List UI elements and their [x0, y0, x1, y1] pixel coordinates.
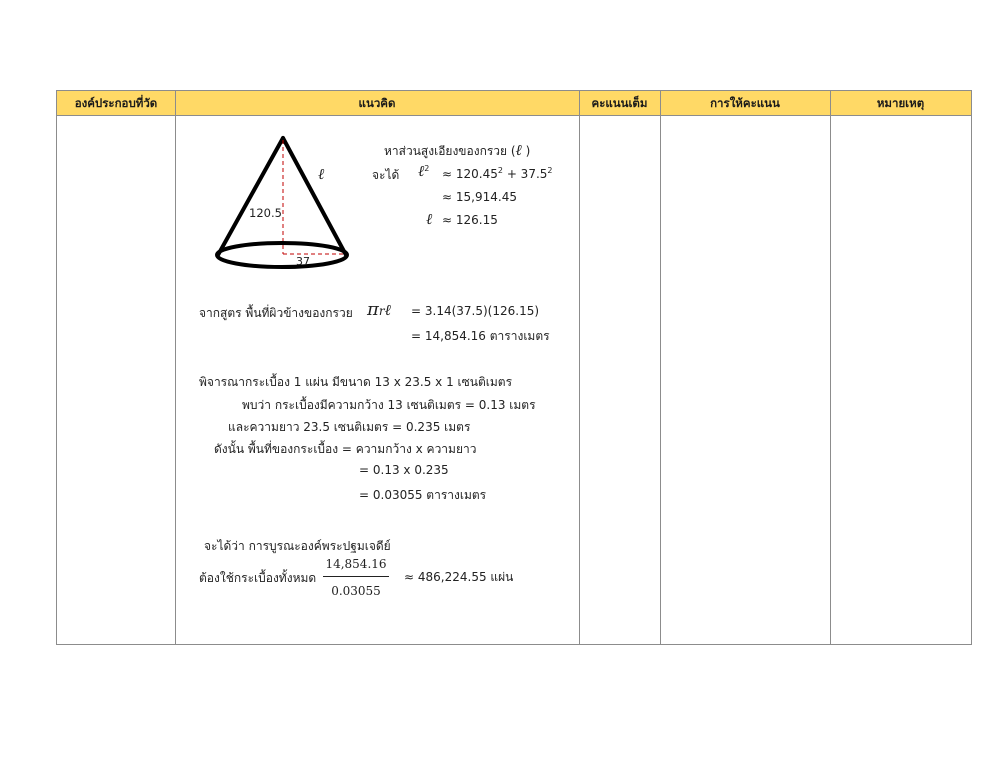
header-remarks: หมายเหตุ: [876, 96, 925, 110]
area-label: จากสูตร พื้นที่ผิวข้างของกรวย: [199, 306, 353, 320]
tile-line1: พิจารณากระเบื้อง 1 แผ่น มีขนาด 13 x 23.5 x 1 เซนติเมตร: [199, 375, 513, 389]
cone-left-edge: [218, 138, 283, 255]
column-divider: [175, 91, 176, 644]
height-label: 120.5: [249, 206, 282, 220]
header-component: องค์ประกอบที่วัด: [74, 96, 158, 110]
tile-line2: พบว่า กระเบื้องมีความกว้าง 13 เซนติเมตร = 0.13 เมตร: [242, 398, 536, 412]
column-divider: [579, 91, 580, 644]
tile-line5: = 0.13 x 0.235: [359, 463, 449, 477]
final-result: ≈ 486,224.55 แผ่น: [404, 570, 514, 584]
header-full-score: คะแนนเต็ม: [591, 96, 648, 110]
fraction-numerator: 14,854.16: [325, 557, 387, 571]
tile-line3: และความยาว 23.5 เซนติเมตร = 0.235 เมตร: [228, 420, 471, 434]
cone-right-edge: [283, 138, 346, 255]
cone-base: [217, 243, 347, 267]
header-concept: แนวคิด: [358, 96, 396, 110]
column-divider: [660, 91, 661, 644]
slant-label: ℓ: [318, 165, 325, 183]
area-line1: = 3.14(37.5)(126.15): [411, 304, 540, 318]
area-line2: = 14,854.16 ตารางเมตร: [411, 329, 550, 343]
slant-squared: ℓ$^2$: [418, 162, 430, 180]
slant-eq-line3: ≈ 126.15: [442, 213, 498, 227]
header-scoring: การให้คะแนน: [710, 96, 780, 110]
got-label: จะได้: [372, 168, 400, 182]
radius-label: 37: [296, 255, 310, 268]
column-divider: [830, 91, 831, 644]
slant-eq-line1: ≈ $120.45^2 + 37.5^2$: [442, 166, 553, 181]
cone-diagram: [205, 128, 365, 278]
fraction-denominator: 0.03055: [331, 584, 381, 598]
slant-symbol: ℓ: [426, 210, 433, 228]
area-formula: πrℓ: [367, 299, 391, 320]
slant-heading: หาส่วนสูงเอียงของกรวย (ℓ ): [384, 141, 531, 159]
tile-line6: = 0.03055 ตารางเมตร: [359, 488, 487, 502]
slant-eq-line2: ≈ 15,914.45: [442, 190, 517, 204]
fraction-bar: [323, 576, 389, 577]
conclusion-line1: จะได้ว่า การบูรณะองค์พระปฐมเจดีย์: [204, 539, 391, 553]
tile-line4: ดังนั้น พื้นที่ของกระเบื้อง = ความกว้าง x ความยาว: [214, 442, 477, 456]
conclusion-line2: ต้องใช้กระเบื้องทั้งหมด: [199, 571, 317, 585]
